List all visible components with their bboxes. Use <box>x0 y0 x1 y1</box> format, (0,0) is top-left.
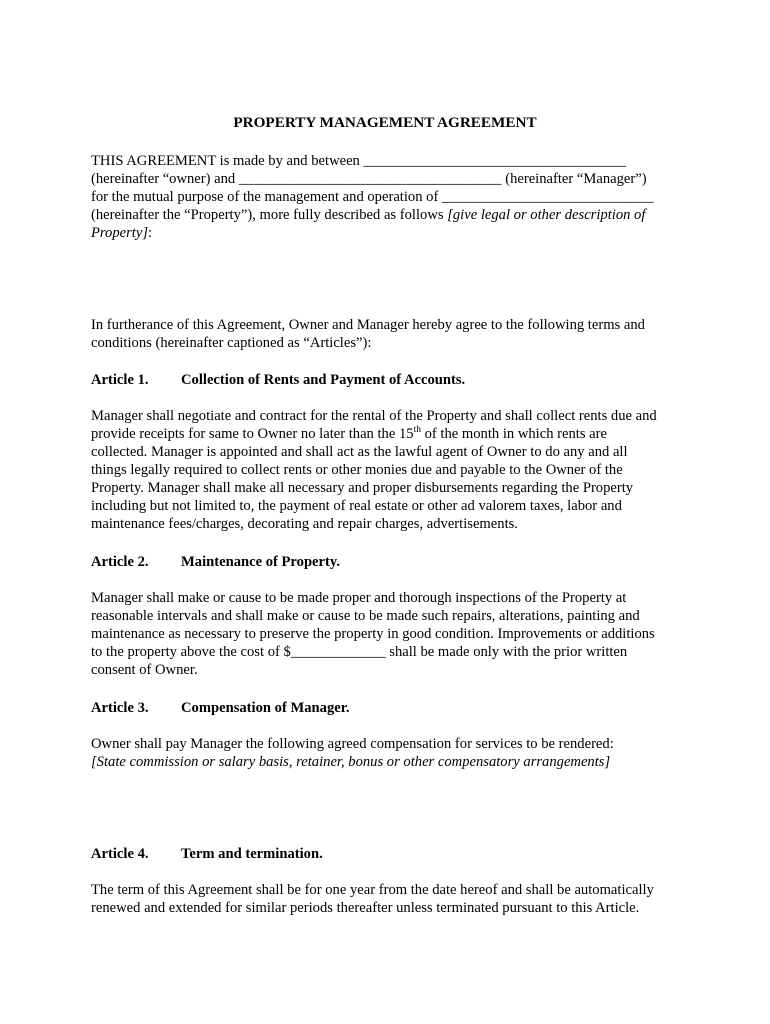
article-1-line-2-text: provide receipts for same to Owner no later than the 15 <box>91 426 414 442</box>
article-3-title: Compensation of Manager. <box>181 700 350 716</box>
intro-line-5-italic: Property] <box>91 225 149 241</box>
intro-line-4 <box>91 206 645 224</box>
article-1-line-2 <box>91 425 607 443</box>
article-4-title: Term and termination. <box>181 846 323 862</box>
article-1-line-1: Manager shall negotiate and contract for the rental of the Property and shall collect rents due and <box>91 408 657 424</box>
article-2-title: Maintenance of Property. <box>181 554 341 570</box>
article-2-number: Article 2. <box>91 554 149 570</box>
article-3-heading <box>91 699 350 717</box>
article-3-line-1: Owner shall pay Manager the following agreed compensation for services to be rendered: <box>91 736 614 752</box>
article-1-line-3: collected. Manager is appointed and shall act as the lawful agent of Owner to do any and all <box>91 444 628 460</box>
article-4-number: Article 4. <box>91 846 149 862</box>
furtherance-line-1: In furtherance of this Agreement, Owner and Manager hereby agree to the following terms and <box>91 317 645 333</box>
article-1-number: Article 1. <box>91 372 149 388</box>
article-1-line-7: maintenance fees/charges, decorating and repair charges, advertisements. <box>91 516 518 532</box>
intro-line-2: (hereinafter “owner) and ____________________________________ (hereinafter “Manager”) <box>91 171 647 187</box>
article-1-line-5: Property. Manager shall make all necessary and proper disbursements regarding the Property <box>91 480 634 496</box>
article-1-title: Collection of Rents and Payment of Accounts. <box>181 372 466 388</box>
intro-line-4-italic: [give legal or other description of <box>447 207 646 223</box>
ordinal-suffix: th <box>413 425 421 436</box>
article-1-line-4: things legally required to collect rents or other monies due and payable to the Owner of the <box>91 462 623 478</box>
intro-line-5 <box>91 224 152 242</box>
intro-line-1: THIS AGREEMENT is made by and between ____________________________________ <box>91 153 627 169</box>
article-2-line-4: to the property above the cost of $_____________ shall be made only with the prior written <box>91 644 628 660</box>
document-title: PROPERTY MANAGEMENT AGREEMENT <box>233 114 537 131</box>
article-1-heading <box>91 371 465 389</box>
article-4-heading <box>91 845 323 863</box>
article-2-line-3: maintenance as necessary to preserve the property in good condition. Improvements or additions <box>91 626 655 642</box>
article-3-number: Article 3. <box>91 700 149 716</box>
article-2-line-1: Manager shall make or cause to be made proper and thorough inspections of the Property at <box>91 590 627 606</box>
article-2-heading <box>91 553 340 571</box>
article-3-line-2: [State commission or salary basis, retainer, bonus or other compensatory arrangements] <box>91 754 611 770</box>
furtherance-line-2: conditions (hereinafter captioned as “Articles”): <box>91 335 372 351</box>
article-4-line-1: The term of this Agreement shall be for one year from the date hereof and shall be automatically <box>91 882 654 898</box>
article-1-line-2-rest: of the month in which rents are <box>420 426 607 442</box>
article-4-line-2: renewed and extended for similar periods thereafter unless terminated pursuant to this Article. <box>91 900 640 916</box>
intro-line-3: for the mutual purpose of the management and operation of _____________________________ <box>91 189 654 205</box>
article-1-line-6: including but not limited to, the payment of real estate or other ad valorem taxes, labor and <box>91 498 622 514</box>
intro-line-5-text: : <box>148 225 153 241</box>
article-2-line-5: consent of Owner. <box>91 662 198 678</box>
article-2-line-2: reasonable intervals and shall make or cause to be made such repairs, alterations, painting and <box>91 608 640 624</box>
intro-line-4-text: (hereinafter the “Property”), more fully described as follows <box>91 207 448 223</box>
